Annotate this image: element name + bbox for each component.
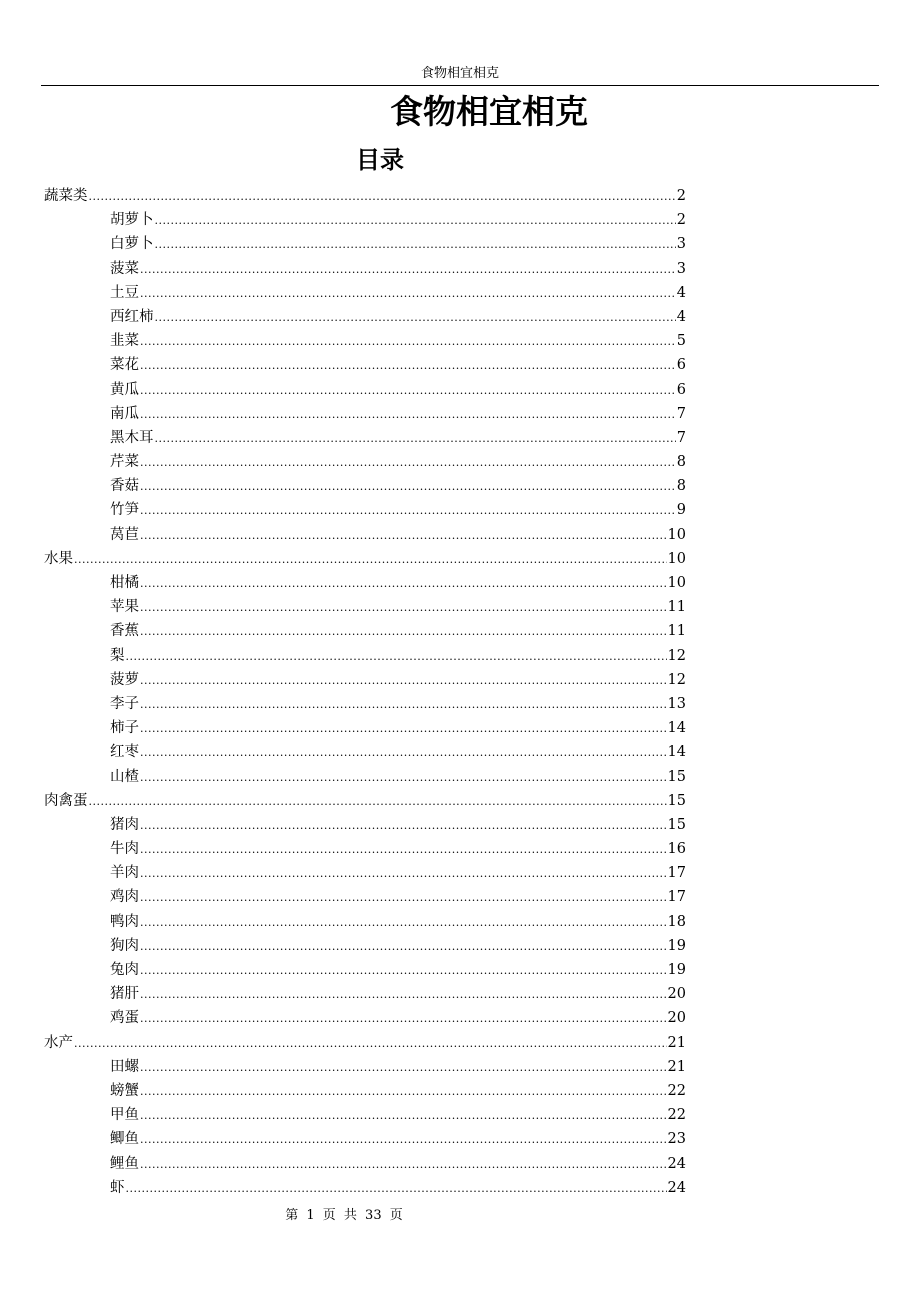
- toc-entry-label: 南瓜: [110, 405, 139, 422]
- toc-dot-leader: [140, 741, 667, 765]
- toc-entry-label: 猪肉: [110, 816, 139, 833]
- toc-entry-label: 山楂: [110, 768, 139, 785]
- toc-entry-page-number: 10: [667, 550, 686, 567]
- toc-dot-leader: [155, 306, 676, 330]
- toc-entry-label: 香菇: [110, 478, 139, 495]
- table-of-contents: [44, 184, 686, 1200]
- toc-entry-label: 狗肉: [110, 937, 139, 954]
- toc-entry-label: 兔肉: [110, 962, 139, 978]
- toc-entry-label: 苹果: [110, 599, 139, 616]
- toc-dot-leader: [140, 886, 667, 910]
- toc-heading: 目录: [356, 146, 404, 174]
- toc-entry-item[interactable]: [44, 595, 686, 619]
- toc-entry-label: 菜花: [110, 357, 139, 374]
- toc-entry-item[interactable]: [44, 450, 686, 474]
- toc-entry-item[interactable]: [44, 257, 686, 281]
- toc-entry-item[interactable]: [44, 281, 686, 305]
- toc-entry-page-number: 3: [676, 260, 686, 277]
- toc-entry-item[interactable]: [44, 232, 686, 256]
- toc-dot-leader: [155, 233, 676, 257]
- toc-entry-item[interactable]: [44, 765, 686, 789]
- toc-entry-item[interactable]: [44, 571, 686, 595]
- toc-dot-leader: [140, 379, 676, 403]
- toc-entry-page-number: 16: [667, 841, 686, 858]
- toc-entry-item[interactable]: [44, 1103, 686, 1127]
- toc-entry-page-number: 6: [676, 357, 686, 374]
- toc-entry-label: 鲤鱼: [110, 1155, 139, 1172]
- toc-entry-item[interactable]: [44, 982, 686, 1006]
- toc-entry-label: 胡萝卜: [110, 212, 154, 229]
- toc-entry-item[interactable]: [44, 498, 686, 522]
- toc-entry-page-number: 21: [667, 1034, 686, 1051]
- toc-entry-label: 韭菜: [110, 333, 139, 350]
- toc-entry-item[interactable]: [44, 813, 686, 837]
- toc-dot-leader: [140, 1080, 667, 1104]
- toc-entry-label: 鸡肉: [110, 889, 139, 906]
- toc-entry-item[interactable]: [44, 402, 686, 426]
- toc-entry-item[interactable]: [44, 885, 686, 909]
- toc-entry-label: 田螺: [110, 1058, 139, 1075]
- toc-entry-label: 梨: [110, 647, 125, 664]
- toc-entry-item[interactable]: [44, 208, 686, 232]
- toc-entry-label: 鸡蛋: [110, 1010, 139, 1027]
- toc-dot-leader: [140, 838, 667, 862]
- toc-entry-label: 鲫鱼: [110, 1131, 139, 1148]
- document-title: 食物相宜相克: [390, 92, 588, 131]
- toc-entry-label: 柑橘: [110, 575, 139, 591]
- toc-entry-label: 竹笋: [110, 502, 139, 519]
- toc-dot-leader: [140, 475, 676, 499]
- toc-entry-page-number: 12: [667, 671, 686, 688]
- toc-dot-leader: [140, 814, 667, 838]
- toc-entry-label: 香蕉: [110, 623, 139, 640]
- toc-entry-page-number: 23: [667, 1131, 686, 1148]
- toc-entry-item[interactable]: [44, 934, 686, 958]
- toc-entry-category[interactable]: [44, 789, 686, 813]
- toc-entry-label: 甲鱼: [110, 1107, 139, 1124]
- toc-entry-label: 莴苣: [110, 526, 139, 543]
- toc-entry-page-number: 2: [676, 188, 686, 204]
- toc-dot-leader: [140, 403, 676, 427]
- toc-dot-leader: [140, 451, 676, 475]
- toc-entry-item[interactable]: [44, 474, 686, 498]
- toc-dot-leader: [140, 499, 676, 523]
- toc-dot-leader: [140, 1056, 667, 1080]
- toc-entry-page-number: 20: [667, 1010, 686, 1027]
- toc-entry-page-number: 14: [667, 744, 686, 761]
- toc-dot-leader: [140, 1153, 667, 1177]
- toc-entry-item[interactable]: [44, 353, 686, 377]
- toc-entry-page-number: 11: [667, 623, 686, 640]
- toc-dot-leader: [140, 766, 667, 790]
- toc-entry-item[interactable]: [44, 1127, 686, 1151]
- toc-entry-page-number: 24: [667, 1155, 686, 1172]
- toc-dot-leader: [140, 717, 667, 741]
- toc-dot-leader: [140, 1128, 667, 1152]
- toc-dot-leader: [140, 1104, 667, 1128]
- toc-dot-leader: [74, 1032, 667, 1056]
- toc-dot-leader: [140, 524, 667, 548]
- toc-dot-leader: [155, 427, 676, 451]
- toc-entry-page-number: 2: [676, 212, 686, 229]
- toc-entry-page-number: 8: [676, 454, 686, 471]
- toc-entry-page-number: 13: [667, 695, 686, 712]
- toc-entry-label: 李子: [110, 695, 139, 712]
- toc-entry-page-number: 8: [676, 478, 686, 495]
- toc-dot-leader: [140, 669, 667, 693]
- toc-entry-page-number: 7: [676, 429, 686, 446]
- toc-entry-label: 螃蟹: [110, 1082, 139, 1099]
- toc-entry-label: 肉禽蛋: [44, 792, 88, 809]
- toc-entry-item[interactable]: [44, 523, 686, 547]
- toc-dot-leader: [140, 620, 667, 644]
- toc-entry-page-number: 4: [676, 284, 686, 301]
- toc-dot-leader: [155, 209, 676, 233]
- toc-dot-leader: [140, 693, 667, 717]
- toc-entry-label: 菠菜: [110, 260, 139, 277]
- toc-entry-page-number: 18: [667, 913, 686, 930]
- toc-entry-label: 水产: [44, 1034, 73, 1051]
- toc-entry-label: 西红柿: [110, 308, 154, 325]
- toc-entry-item[interactable]: [44, 1152, 686, 1176]
- toc-dot-leader: [140, 572, 667, 596]
- toc-entry-item[interactable]: [44, 837, 686, 861]
- toc-entry-page-number: 10: [667, 575, 686, 591]
- toc-entry-page-number: 24: [667, 1179, 686, 1196]
- toc-entry-item[interactable]: [44, 1176, 686, 1200]
- toc-entry-label: 鸭肉: [110, 913, 139, 930]
- toc-entry-item[interactable]: [44, 619, 686, 643]
- toc-entry-page-number: 19: [667, 937, 686, 954]
- toc-dot-leader: [140, 258, 676, 282]
- toc-entry-label: 土豆: [110, 284, 139, 301]
- toc-dot-leader: [140, 330, 676, 354]
- toc-dot-leader: [89, 790, 667, 814]
- toc-dot-leader: [140, 354, 676, 378]
- toc-dot-leader: [140, 935, 667, 959]
- toc-entry-label: 水果: [44, 550, 73, 567]
- toc-entry-item[interactable]: [44, 958, 686, 982]
- toc-dot-leader: [126, 645, 667, 669]
- toc-entry-category[interactable]: [44, 1031, 686, 1055]
- toc-entry-page-number: 7: [676, 405, 686, 422]
- toc-dot-leader: [140, 862, 667, 886]
- toc-entry-item[interactable]: [44, 1055, 686, 1079]
- toc-entry-item[interactable]: [44, 740, 686, 764]
- toc-entry-page-number: 17: [667, 889, 686, 906]
- toc-dot-leader: [126, 1177, 667, 1201]
- toc-dot-leader: [140, 983, 667, 1007]
- toc-entry-page-number: 12: [667, 647, 686, 664]
- toc-entry-label: 柿子: [110, 720, 139, 737]
- toc-entry-item[interactable]: [44, 378, 686, 402]
- toc-entry-page-number: 15: [667, 816, 686, 833]
- toc-entry-label: 红枣: [110, 744, 139, 761]
- toc-entry-label: 猪肝: [110, 986, 139, 1003]
- toc-entry-item[interactable]: [44, 426, 686, 450]
- toc-dot-leader: [140, 596, 667, 620]
- toc-entry-category[interactable]: [44, 547, 686, 571]
- toc-entry-label: 黑木耳: [110, 429, 154, 446]
- toc-entry-item[interactable]: [44, 716, 686, 740]
- toc-entry-item[interactable]: [44, 1079, 686, 1103]
- toc-entry-label: 芹菜: [110, 454, 139, 471]
- toc-entry-item[interactable]: [44, 910, 686, 934]
- header-divider: [41, 85, 879, 86]
- toc-entry-page-number: 15: [667, 768, 686, 785]
- toc-entry-label: 虾: [110, 1179, 125, 1196]
- toc-entry-label: 羊肉: [110, 865, 139, 882]
- toc-entry-page-number: 20: [667, 986, 686, 1003]
- page-number-footer: 第 1 页 共 33 页: [285, 1208, 403, 1223]
- toc-entry-item[interactable]: [44, 644, 686, 668]
- toc-entry-item[interactable]: [44, 861, 686, 885]
- toc-entry-page-number: 17: [667, 865, 686, 882]
- toc-dot-leader: [89, 185, 676, 209]
- toc-entry-page-number: 22: [667, 1107, 686, 1124]
- toc-entry-label: 黄瓜: [110, 381, 139, 398]
- running-header-title: 食物相宜相克: [420, 66, 499, 81]
- toc-entry-page-number: 14: [667, 720, 686, 737]
- toc-entry-item[interactable]: [44, 329, 686, 353]
- toc-dot-leader: [140, 1007, 667, 1031]
- toc-entry-label: 蔬菜类: [44, 188, 88, 204]
- toc-entry-item[interactable]: [44, 305, 686, 329]
- toc-entry-page-number: 19: [667, 962, 686, 978]
- toc-entry-label: 牛肉: [110, 841, 139, 858]
- toc-entry-item[interactable]: [44, 668, 686, 692]
- toc-entry-page-number: 21: [667, 1058, 686, 1075]
- toc-dot-leader: [74, 548, 667, 572]
- toc-entry-page-number: 5: [676, 333, 686, 350]
- toc-entry-page-number: 9: [676, 502, 686, 519]
- toc-entry-page-number: 22: [667, 1082, 686, 1099]
- toc-entry-page-number: 3: [676, 236, 686, 253]
- toc-entry-label: 白萝卜: [110, 236, 154, 253]
- toc-entry-category[interactable]: [44, 184, 686, 208]
- toc-entry-label: 菠萝: [110, 671, 139, 688]
- toc-dot-leader: [140, 959, 667, 983]
- toc-entry-item[interactable]: [44, 692, 686, 716]
- toc-entry-page-number: 15: [667, 792, 686, 809]
- toc-entry-page-number: 4: [676, 308, 686, 325]
- toc-entry-item[interactable]: [44, 1006, 686, 1030]
- toc-dot-leader: [140, 282, 676, 306]
- toc-dot-leader: [140, 911, 667, 935]
- toc-entry-page-number: 6: [676, 381, 686, 398]
- toc-entry-page-number: 10: [667, 526, 686, 543]
- toc-entry-page-number: 11: [667, 599, 686, 616]
